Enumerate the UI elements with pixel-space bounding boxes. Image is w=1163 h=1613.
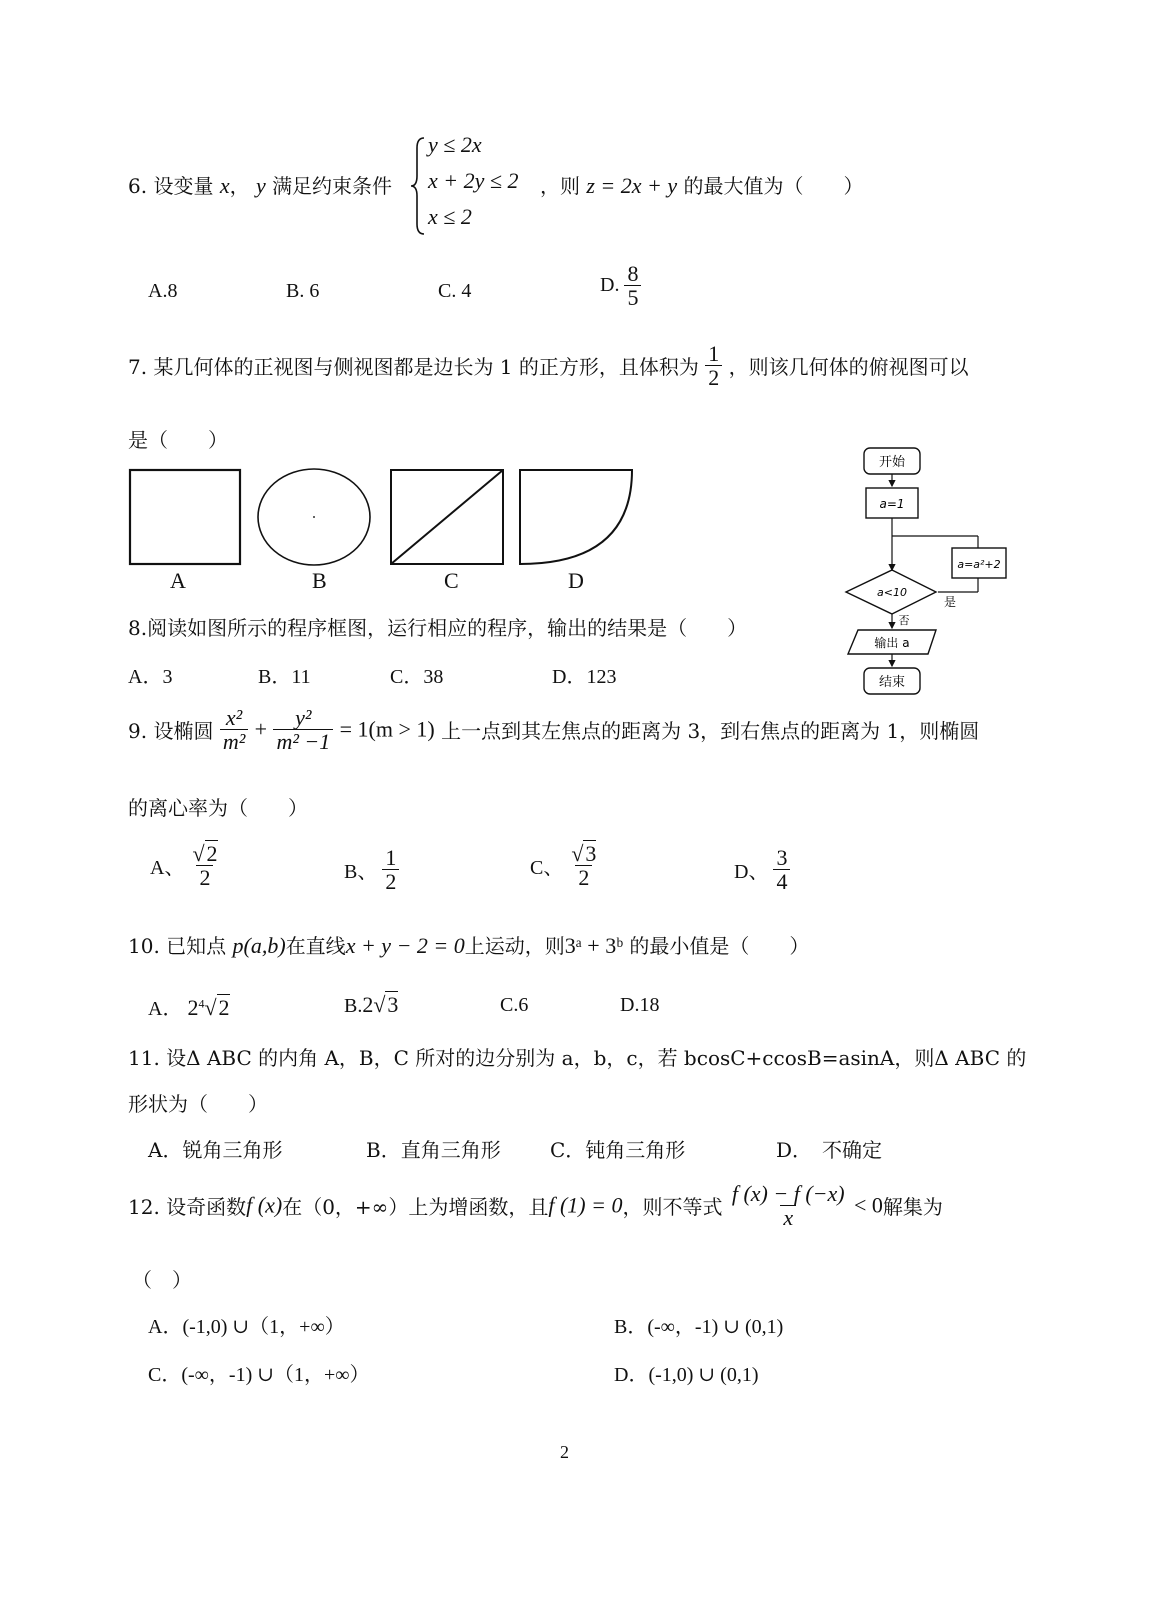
q10-option-d[interactable]: D.18 [620, 994, 660, 1016]
flow-end-text: 结束 [878, 675, 906, 690]
q6-option-a[interactable]: A.8 [148, 280, 178, 302]
q9-option-a-label: A、 [150, 857, 185, 880]
q9-option-c-label: C、 [530, 857, 564, 880]
q6-sep: ， [229, 174, 250, 198]
q12-mid2: ，则不等式 [622, 1195, 723, 1220]
q9-stem [128, 706, 979, 753]
q9-option-c-denominator: 2 [575, 865, 592, 889]
q9-fraction-2 [273, 706, 333, 753]
q9-option-c[interactable] [530, 842, 599, 889]
q9-tail: 上一点到其左焦点的距离为 3，到右焦点的距离为 1，则椭圆 [441, 719, 980, 744]
q6-option-d-label: D. [600, 274, 620, 297]
q9-fraction-2-num: y² [295, 705, 312, 730]
q12-stem-line2: （ ） [132, 1268, 192, 1292]
q9-option-b-denominator: 2 [382, 869, 399, 893]
q12-stem [128, 1182, 943, 1229]
q6-stem-tail [540, 170, 864, 199]
q10-prefix: 10. 已知点 [128, 934, 227, 958]
q7-text-a: 7. 某几何体的正视图与侧视图都是边长为 1 的正方形，且体积为 [128, 355, 699, 380]
q12-prefix: 12. 设奇函数 [128, 1195, 247, 1220]
q6-brace [410, 136, 428, 236]
q11-option-c[interactable]: C．钝角三角形 [550, 1138, 686, 1162]
q12-option-c[interactable]: C．(-∞，-1) ∪（1，+∞） [148, 1364, 370, 1386]
q6-option-c[interactable]: C. 4 [438, 280, 472, 302]
q8-option-b[interactable]: B．11 [258, 666, 311, 688]
q10-option-a-root-index: 4 [198, 996, 205, 1011]
q9-option-b-fraction [382, 846, 399, 893]
q9-stem-line2: 的离心率为（ ） [128, 796, 308, 820]
q9-option-c-numerator: √3 [571, 841, 597, 866]
q10-stem [128, 930, 809, 959]
q9-option-c-fraction [568, 842, 599, 889]
q7-text-b: ，则该几何体的俯视图可以 [728, 355, 969, 380]
flow-update-text: a=a²+2 [957, 558, 1001, 571]
q7-fraction-numerator: 1 [708, 341, 720, 366]
q9-option-a-denominator: 2 [196, 865, 213, 889]
q8-option-c[interactable]: C．38 [390, 666, 444, 688]
q10-option-c[interactable]: C.6 [500, 994, 529, 1016]
q7-figure-c-triangle [391, 470, 503, 564]
q6-option-d-denominator: 5 [624, 285, 641, 309]
q10-mid2: 上运动，则 [464, 934, 565, 958]
q9-fraction-1 [220, 706, 248, 753]
q9-option-a-fraction [189, 842, 220, 889]
q6-option-d-numerator: 8 [627, 261, 639, 286]
q6-constraint-2: x + 2y ≤ 2 [428, 168, 519, 193]
q12-mid1: 在（0，+∞）上为增函数，且 [282, 1195, 549, 1220]
flow-start-text: 开始 [878, 455, 906, 470]
q7-label-b: B [312, 568, 327, 593]
q7-figure-d-quarter [520, 470, 632, 564]
q7-stem [128, 342, 969, 389]
q6-expr: z = 2x + y [586, 173, 678, 198]
q12-fraction-den: x [780, 1205, 796, 1229]
q11-option-d[interactable]: D． 不确定 [776, 1138, 883, 1162]
q7-label-a: A [170, 568, 186, 593]
q10-mid1: 在直线 [285, 934, 346, 958]
q11-option-b[interactable]: B．直角三角形 [366, 1138, 501, 1162]
q11-stem: 11. 设Δ ABC 的内角 A，B，C 所对的边分别为 a，b，c，若 bcosC+ccosB=asinA，则Δ ABC 的 [128, 1046, 1027, 1070]
q9-option-d-numerator: 3 [776, 845, 788, 870]
q6-option-d-fraction [624, 262, 641, 309]
q6-constraint-1: y ≤ 2x [428, 132, 482, 157]
q12-option-a[interactable]: A．(-1,0) ∪（1，+∞） [148, 1316, 345, 1338]
q12-tail: 解集为 [882, 1195, 943, 1220]
flow-yes-text: 是 [943, 595, 957, 609]
q6-option-b[interactable]: B. 6 [286, 280, 320, 302]
q10-option-b-radicand: 3 [387, 992, 399, 1017]
q8-stem: 8.阅读如图所示的程序框图，运行相应的程序，输出的结果是（ ） [128, 616, 748, 640]
q6-option-d[interactable] [600, 262, 641, 309]
page-number: 2 [560, 1442, 569, 1462]
q6-stem [128, 170, 392, 199]
q10-tail: 的最小值是（ ） [629, 934, 810, 958]
flow-init-text: a=1 [879, 497, 905, 511]
q12-fraction [729, 1182, 848, 1229]
q9-option-b-numerator: 1 [385, 845, 397, 870]
q9-equation-rhs: = 1(m > 1) [339, 716, 435, 742]
flow-no-text: 否 [898, 614, 910, 627]
q7-figure-b-center [313, 516, 315, 518]
q10-expr: 3ᵃ + 3ᵇ [564, 933, 623, 958]
q10-option-a[interactable] [148, 992, 230, 1021]
flowchart [836, 440, 1016, 700]
q6-prefix: 6. 设变量 [128, 174, 214, 198]
flow-condition-text: a<10 [877, 586, 907, 599]
q12-option-b[interactable]: B．(-∞，-1) ∪ (0,1) [614, 1316, 784, 1338]
q6-constraint-3: x ≤ 2 [428, 204, 472, 229]
q6-var-y: y [255, 173, 266, 198]
q10-point: p(a,b) [232, 933, 286, 958]
q9-option-c-radicand: 3 [585, 841, 597, 866]
q10-option-b[interactable] [344, 992, 398, 1018]
q9-option-a-numerator: √2 [192, 841, 218, 866]
q6-mid: 满足约束条件 [272, 174, 393, 198]
q7-stem-line2: 是（ ） [128, 428, 228, 452]
q9-option-a-radicand: 2 [206, 841, 218, 866]
q7-label-c: C [444, 568, 459, 593]
q8-option-a[interactable]: A．3 [128, 666, 173, 688]
q9-option-d-label: D、 [734, 861, 769, 884]
q10-option-b-coef: 2 [362, 992, 374, 1017]
q10-option-b-label: B. [344, 995, 363, 1017]
q7-fraction [705, 342, 722, 389]
q11-option-a[interactable]: A．锐角三角形 [148, 1138, 283, 1162]
q9-prefix: 9. 设椭圆 [128, 719, 214, 744]
q9-fraction-2-den: m² −1 [273, 729, 333, 753]
q6-tail: 的最大值为（ ） [683, 174, 864, 198]
q9-fraction-1-num: x² [225, 705, 243, 730]
q9-option-a[interactable] [150, 842, 221, 889]
q12-fx: f (x) [246, 1192, 283, 1218]
q10-option-a-coef: 2 [187, 995, 199, 1020]
q9-option-b-label: B、 [344, 861, 378, 884]
q6-var-x: x [219, 173, 230, 198]
q9-option-d[interactable] [734, 846, 790, 893]
q11-stem-line2: 形状为（ ） [128, 1092, 268, 1116]
q12-fraction-num: f (x) − f (−x) [731, 1181, 845, 1206]
q12-less-than: < 0 [853, 1192, 883, 1218]
q6-then: ，则 [540, 174, 580, 198]
q10-option-a-radical-sign: √ [204, 995, 217, 1020]
q10-option-a-label: A． [148, 998, 183, 1020]
q10-option-a-radicand: 2 [218, 995, 230, 1020]
q7-label-d: D [568, 568, 584, 593]
q10-line: x + y − 2 = 0 [345, 933, 465, 958]
q9-fraction-1-den: m² [220, 729, 248, 753]
flow-output-text: 输出 a [874, 636, 910, 650]
q7-figure-a-square [130, 470, 240, 564]
q10-option-b-radical-sign: √ [373, 992, 386, 1017]
q9-plus: + [254, 716, 268, 742]
q9-option-d-denominator: 4 [773, 869, 790, 893]
q9-option-b[interactable] [344, 846, 399, 893]
q8-option-d[interactable]: D．123 [552, 666, 617, 688]
q7-fraction-denominator: 2 [705, 365, 722, 389]
q12-f1: f (1) = 0 [548, 1192, 623, 1218]
q12-option-d[interactable]: D．(-1,0) ∪ (0,1) [614, 1364, 759, 1386]
q9-option-d-fraction [773, 846, 790, 893]
